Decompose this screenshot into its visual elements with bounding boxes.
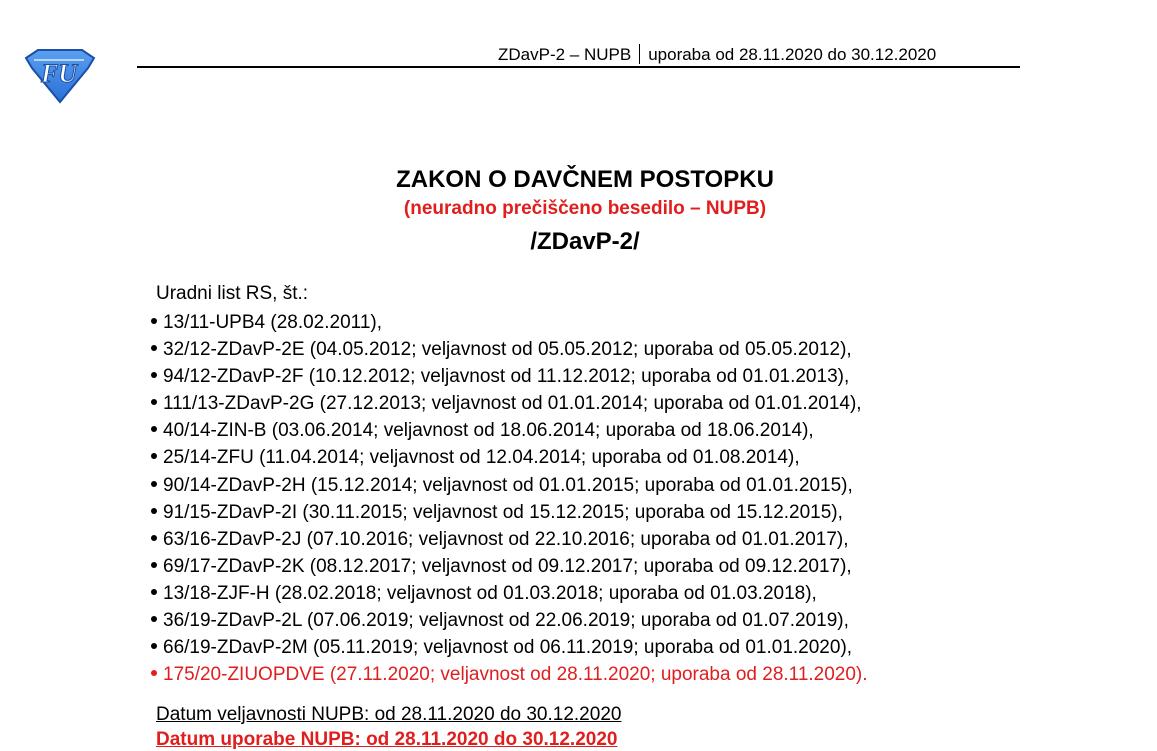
- usage-date: Datum uporabe NUPB: od 28.11.2020 do 30.12.2020: [156, 729, 618, 750]
- header-usage-period: uporaba od 28.11.2020 do 30.12.2020: [648, 45, 937, 64]
- bullet-icon: [151, 453, 157, 459]
- bullet-icon: [151, 426, 157, 432]
- logo-letters: FU: [40, 59, 78, 88]
- running-header: [498, 44, 936, 65]
- gazette-label: Uradni list RS, št.:: [156, 283, 309, 304]
- gazette-entry-text: 13/11-UPB4 (28.02.2011),: [163, 312, 382, 333]
- gazette-entries-list: [151, 309, 868, 688]
- gazette-entry-text: 25/14-ZFU (11.04.2014; veljavnost od 12.04.2014; uporaba od 01.08.2014),: [163, 447, 800, 469]
- bullet-icon: [151, 643, 157, 649]
- gazette-entry-text: 111/13-ZDavP-2G (27.12.2013; veljavnost od 01.01.2014; uporaba od 01.01.2014),: [163, 393, 862, 415]
- bullet-icon: [151, 562, 157, 568]
- gazette-entry-text: 69/17-ZDavP-2K (08.12.2017; veljavnost od 09.12.2017; uporaba od 09.12.2017),: [163, 555, 852, 577]
- gazette-entry: [151, 553, 868, 580]
- header-separator: [639, 44, 640, 64]
- validity-date: Datum veljavnosti NUPB: od 28.11.2020 do 30.12.2020: [156, 704, 622, 725]
- bullet-icon: [151, 399, 157, 405]
- bullet-icon: [151, 508, 157, 514]
- gazette-entry-text: 175/20-ZIUOPDVE (27.11.2020; veljavnost od 28.11.2020; uporaba od 28.11.2020).: [163, 664, 868, 686]
- gazette-entry: [151, 472, 868, 499]
- gazette-entry: [151, 607, 868, 634]
- gazette-entry-text: 94/12-ZDavP-2F (10.12.2012; veljavnost od 11.12.2012; uporaba od 01.01.2013),: [163, 366, 850, 388]
- header-doc-ref: ZDavP-2 – NUPB: [498, 45, 632, 64]
- bullet-icon: [151, 481, 157, 487]
- gazette-entry: [151, 499, 868, 526]
- gazette-entry-text: 32/12-ZDavP-2E (04.05.2012; veljavnost od 05.05.2012; uporaba od 05.05.2012),: [163, 339, 852, 361]
- gazette-entry: [151, 634, 868, 661]
- gazette-entry: [151, 444, 868, 471]
- bullet-icon: [151, 616, 157, 622]
- gazette-entry: [151, 417, 868, 444]
- gazette-entry-text: 63/16-ZDavP-2J (07.10.2016; veljavnost od 22.10.2016; uporaba od 01.01.2017),: [163, 528, 849, 550]
- fu-shield-logo-icon: [22, 48, 96, 104]
- bullet-icon: [151, 345, 157, 351]
- gazette-entry: [151, 309, 868, 336]
- gazette-entry: [151, 661, 868, 688]
- document-title: ZAKON O DAVČNEM POSTOPKU: [396, 166, 774, 193]
- header-rule: [137, 66, 1020, 68]
- gazette-entry-text: 66/19-ZDavP-2M (05.11.2019; veljavnost od 06.11.2019; uporaba od 01.01.2020),: [163, 637, 853, 659]
- gazette-entry-text: 13/18-ZJF-H (28.02.2018; veljavnost od 01.03.2018; uporaba od 01.03.2018),: [163, 582, 817, 604]
- gazette-entry: [151, 390, 868, 417]
- gazette-entry-text: 90/14-ZDavP-2H (15.12.2014; veljavnost od 01.01.2015; uporaba od 01.01.2015),: [163, 474, 853, 496]
- gazette-entry-text: 40/14-ZIN-B (03.06.2014; veljavnost od 18.06.2014; uporaba od 18.06.2014),: [163, 420, 814, 442]
- bullet-icon: [151, 535, 157, 541]
- bullet-icon: [151, 372, 157, 378]
- gazette-entry: [151, 336, 868, 363]
- gazette-entry: [151, 526, 868, 553]
- gazette-entry: [151, 363, 868, 390]
- bullet-icon: [151, 318, 157, 324]
- bullet-icon: [151, 670, 157, 676]
- document-subtitle: (neuradno prečiščeno besedilo – NUPB): [403, 198, 767, 219]
- document-abbreviation: /ZDavP-2/: [530, 228, 640, 255]
- gazette-entry-text: 36/19-ZDavP-2L (07.06.2019; veljavnost od 22.06.2019; uporaba od 01.07.2019),: [163, 610, 849, 632]
- bullet-icon: [151, 589, 157, 595]
- gazette-entry-text: 91/15-ZDavP-2I (30.11.2015; veljavnost od 15.12.2015; uporaba od 15.12.2015),: [163, 501, 843, 523]
- gazette-entry: [151, 580, 868, 607]
